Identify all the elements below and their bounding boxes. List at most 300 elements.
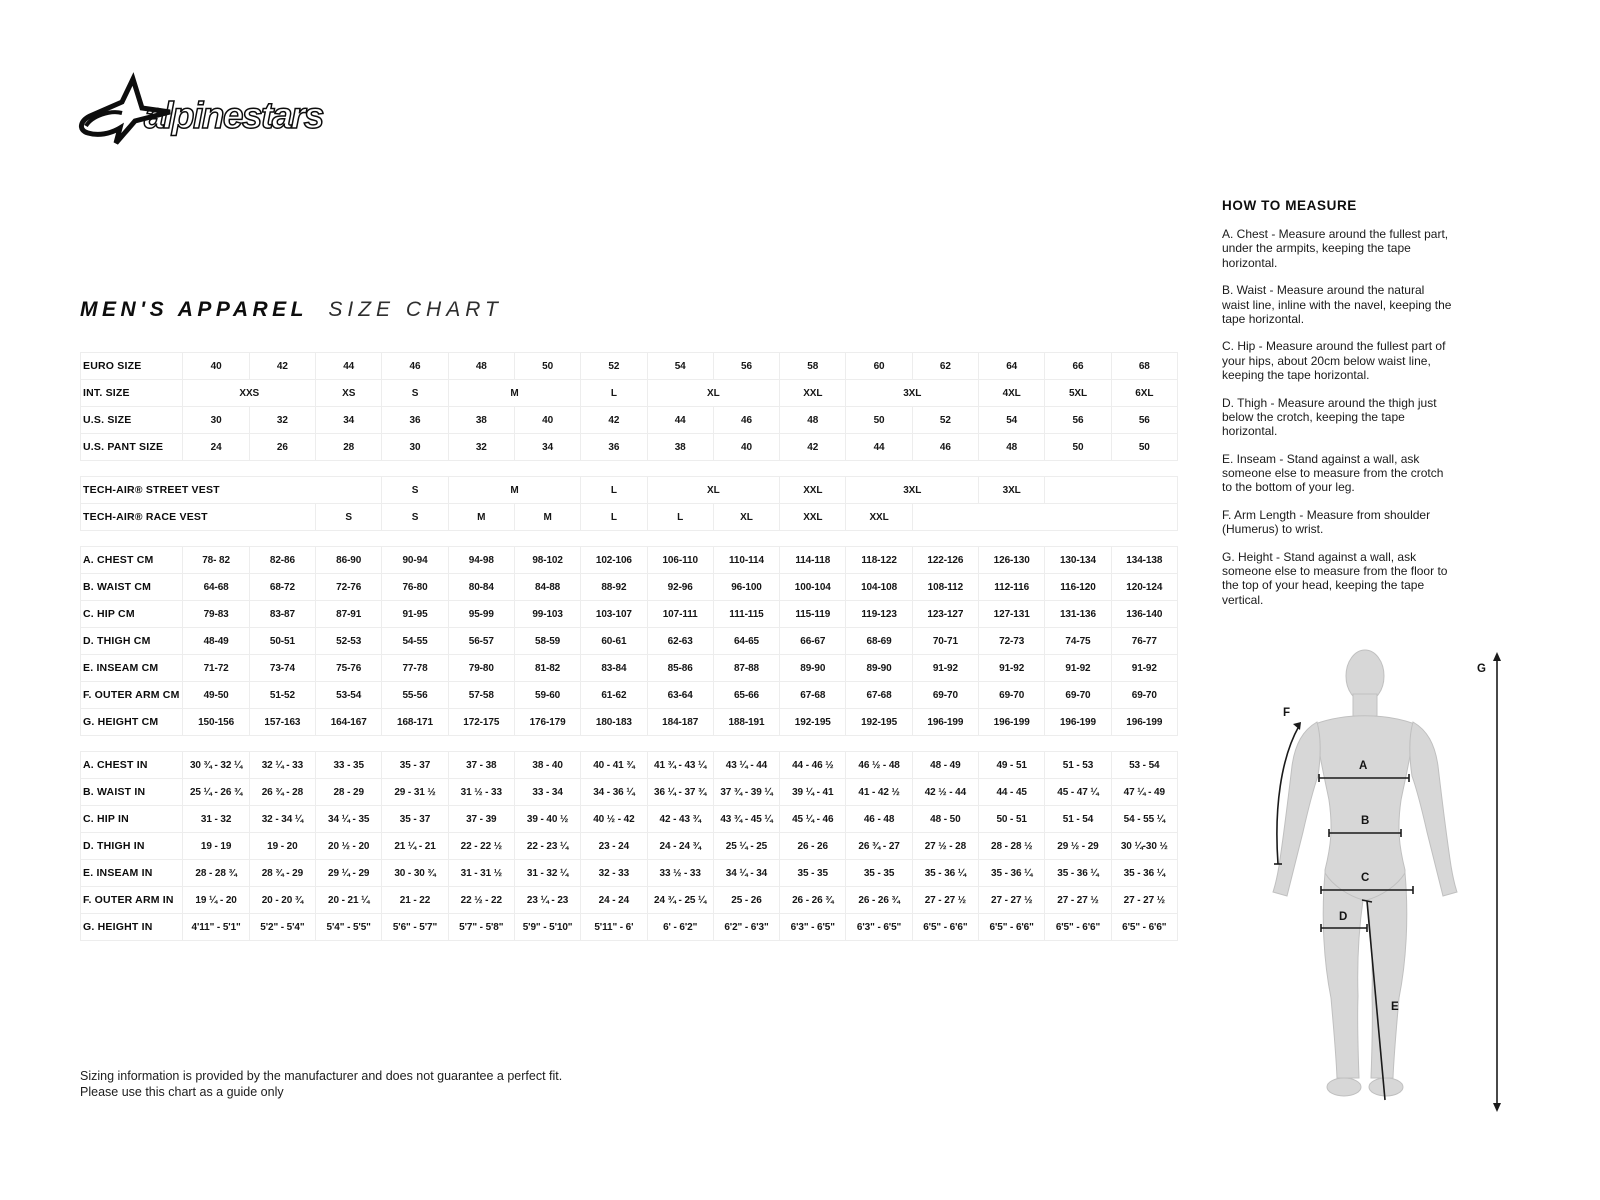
table-cell: 114-118	[780, 547, 846, 574]
table-cell: 35 - 37	[382, 752, 448, 779]
table-cell: 35 - 36 ¼	[1045, 860, 1111, 887]
table-cell: 59-60	[514, 682, 580, 709]
measure-instruction: D. Thigh - Measure around the thigh just below the crotch, keeping the tape horizontal.	[1222, 395, 1437, 439]
measure-instruction: B. Waist - Measure around the natural waist line, inline with the navel, keeping the tape horizontal.	[1222, 283, 1452, 326]
table-cell: 34 ¼ - 35	[316, 806, 382, 833]
table-cell: 6'5" - 6'6"	[1045, 914, 1111, 941]
table-cell: 91-92	[1045, 655, 1111, 682]
disclaimer-line-1: Sizing information is provided by the manufacturer and does not guarantee a perfect fit.	[80, 1069, 563, 1083]
table-cell: 27 - 27 ½	[912, 887, 978, 914]
table-cell: 51-52	[249, 682, 315, 709]
how-to-measure-list	[1222, 227, 1454, 607]
table-cell: 196-199	[1045, 709, 1111, 736]
table-section-gap	[81, 461, 1178, 477]
table-cell: 30 ¼-30 ½	[1111, 833, 1177, 860]
table-cell: 31 ½ - 33	[448, 779, 514, 806]
table-cell: 91-92	[1111, 655, 1177, 682]
table-cell: 77-78	[382, 655, 448, 682]
table-cell: 64	[979, 353, 1045, 380]
table-cell: 22 ½ - 22	[448, 887, 514, 914]
table-cell: 78- 82	[183, 547, 249, 574]
table-cell: 44	[647, 407, 713, 434]
table-cell: 24 ¾ - 25 ¼	[647, 887, 713, 914]
table-cell: 42 - 43 ¾	[647, 806, 713, 833]
table-cell: 47 ¼ - 49	[1111, 779, 1177, 806]
logo-wordmark: alpinestars	[144, 95, 323, 136]
table-cell: 5'6" - 5'7"	[382, 914, 448, 941]
table-cell: 36	[581, 434, 647, 461]
table-cell: 94-98	[448, 547, 514, 574]
table-cell: 35 - 35	[780, 860, 846, 887]
table-cell: 184-187	[647, 709, 713, 736]
table-cell: 31 - 31 ½	[448, 860, 514, 887]
table-cell: 196-199	[1111, 709, 1177, 736]
table-cell: 81-82	[514, 655, 580, 682]
table-cell: 24 - 24 ¾	[647, 833, 713, 860]
row-label: TECH-AIR® STREET VEST	[81, 477, 382, 504]
table-cell: 62	[912, 353, 978, 380]
row-label: G. HEIGHT CM	[81, 709, 183, 736]
table-cell: 6' - 6'2"	[647, 914, 713, 941]
table-cell: 40 ½ - 42	[581, 806, 647, 833]
table-cell: 6'5" - 6'6"	[912, 914, 978, 941]
table-cell: 50	[1045, 434, 1111, 461]
row-label: U.S. PANT SIZE	[81, 434, 183, 461]
table-cell: 86-90	[316, 547, 382, 574]
table-cell: 37 ¾ - 39 ¼	[713, 779, 779, 806]
table-cell: 26	[249, 434, 315, 461]
table-cell: 3XL	[846, 477, 979, 504]
table-cell: S	[316, 504, 382, 531]
table-cell: 48	[448, 353, 514, 380]
table-cell: 68-69	[846, 628, 912, 655]
table-cell: 80-84	[448, 574, 514, 601]
table-cell: 42	[581, 407, 647, 434]
table-cell: 63-64	[647, 682, 713, 709]
table-cell: XL	[647, 380, 780, 407]
table-cell: 35 - 35	[846, 860, 912, 887]
table-cell: 27 - 27 ½	[1045, 887, 1111, 914]
table-cell: 83-84	[581, 655, 647, 682]
table-cell: 28 ¾ - 29	[249, 860, 315, 887]
table-row	[81, 504, 1178, 531]
table-row	[81, 574, 1178, 601]
table-cell: 21 - 22	[382, 887, 448, 914]
how-to-measure-panel	[1222, 198, 1454, 620]
table-cell: 19 - 20	[249, 833, 315, 860]
table-cell: 35 - 37	[382, 806, 448, 833]
table-cell: 39 - 40 ½	[514, 806, 580, 833]
table-cell: 28 - 28 ¾	[183, 860, 249, 887]
table-cell: M	[514, 504, 580, 531]
table-cell: 5'11" - 6'	[581, 914, 647, 941]
table-cell: 54 - 55 ¼	[1111, 806, 1177, 833]
table-cell: 84-88	[514, 574, 580, 601]
table-cell: 52	[581, 353, 647, 380]
measure-instruction: F. Arm Length - Measure from shoulder (Humerus) to wrist.	[1222, 507, 1431, 537]
table-cell: M	[448, 380, 581, 407]
table-cell: S	[382, 380, 448, 407]
table-cell: L	[581, 504, 647, 531]
table-cell: 40	[183, 353, 249, 380]
table-cell: 176-179	[514, 709, 580, 736]
table-cell: 46	[912, 434, 978, 461]
table-cell: 32 - 33	[581, 860, 647, 887]
table-cell: 45 - 47 ¼	[1045, 779, 1111, 806]
table-cell: 192-195	[846, 709, 912, 736]
table-cell: 42	[780, 434, 846, 461]
table-cell: 116-120	[1045, 574, 1111, 601]
table-cell: XXS	[183, 380, 316, 407]
table-cell: 74-75	[1045, 628, 1111, 655]
table-cell: 30 - 30 ¾	[382, 860, 448, 887]
table-cell: 196-199	[912, 709, 978, 736]
table-cell: 91-95	[382, 601, 448, 628]
label-c: C	[1361, 872, 1370, 884]
table-cell: 87-88	[713, 655, 779, 682]
row-label: C. HIP IN	[81, 806, 183, 833]
label-b: B	[1361, 815, 1370, 827]
table-cell: 3XL	[846, 380, 979, 407]
table-cell: 23 ¼ - 23	[514, 887, 580, 914]
size-table	[80, 352, 1178, 941]
table-cell: 48 - 50	[912, 806, 978, 833]
table-row	[81, 833, 1178, 860]
table-cell: 50	[846, 407, 912, 434]
table-cell: 5XL	[1045, 380, 1111, 407]
table-cell: 27 - 27 ½	[979, 887, 1045, 914]
table-cell: 6'5" - 6'6"	[1111, 914, 1177, 941]
table-cell: 46 - 48	[846, 806, 912, 833]
table-cell: 72-73	[979, 628, 1045, 655]
table-cell: 38 - 40	[514, 752, 580, 779]
table-cell: L	[647, 504, 713, 531]
table-cell: 32 ¼ - 33	[249, 752, 315, 779]
table-cell: M	[448, 504, 514, 531]
table-cell: 75-76	[316, 655, 382, 682]
table-cell: 50-51	[249, 628, 315, 655]
table-cell: 28 - 29	[316, 779, 382, 806]
table-cell: 28	[316, 434, 382, 461]
measure-instruction: G. Height - Stand against a wall, ask someone else to measure from the floor to the top of your head, keeping the tape vertical.	[1222, 549, 1448, 607]
row-label: E. INSEAM IN	[81, 860, 183, 887]
table-cell: 58-59	[514, 628, 580, 655]
table-row	[81, 779, 1178, 806]
table-cell: 91-92	[912, 655, 978, 682]
table-cell: 40	[514, 407, 580, 434]
table-cell: 58	[780, 353, 846, 380]
table-cell: 50	[1111, 434, 1177, 461]
table-cell: 72-76	[316, 574, 382, 601]
table-cell: XS	[316, 380, 382, 407]
table-cell: 62-63	[647, 628, 713, 655]
table-cell: 33 - 34	[514, 779, 580, 806]
table-row	[81, 806, 1178, 833]
table-section-gap	[81, 531, 1178, 547]
table-cell: 36 ¼ - 37 ¾	[647, 779, 713, 806]
table-cell: 35 - 36 ¼	[979, 860, 1045, 887]
table-cell: 150-156	[183, 709, 249, 736]
table-cell: 5'7" - 5'8"	[448, 914, 514, 941]
table-cell: 5'9" - 5'10"	[514, 914, 580, 941]
table-row	[81, 914, 1178, 941]
table-cell: 68-72	[249, 574, 315, 601]
table-cell: 32	[249, 407, 315, 434]
alpinestars-logo	[76, 64, 356, 156]
table-section-gap	[81, 736, 1178, 752]
table-cell: 85-86	[647, 655, 713, 682]
table-cell: 43 ¾ - 45 ¼	[713, 806, 779, 833]
label-a: A	[1359, 760, 1368, 772]
row-label: EURO SIZE	[81, 353, 183, 380]
table-cell: 56	[1045, 407, 1111, 434]
table-cell: 31 - 32 ¼	[514, 860, 580, 887]
table-cell: 76-80	[382, 574, 448, 601]
table-cell: S	[382, 477, 448, 504]
table-cell: S	[382, 504, 448, 531]
row-label: A. CHEST CM	[81, 547, 183, 574]
table-cell: 20 - 20 ¾	[249, 887, 315, 914]
row-label: U.S. SIZE	[81, 407, 183, 434]
table-cell	[912, 504, 1177, 531]
table-cell: 33 - 35	[316, 752, 382, 779]
table-row	[81, 477, 1178, 504]
table-cell: 20 ½ - 20	[316, 833, 382, 860]
table-cell: 26 - 26	[780, 833, 846, 860]
table-cell: 122-126	[912, 547, 978, 574]
size-table-wrap	[80, 352, 1178, 941]
row-label: D. THIGH IN	[81, 833, 183, 860]
table-cell: 136-140	[1111, 601, 1177, 628]
table-cell: 30 ¾ - 32 ¼	[183, 752, 249, 779]
table-cell: 52-53	[316, 628, 382, 655]
table-cell: 180-183	[581, 709, 647, 736]
table-cell: 34 - 36 ¼	[581, 779, 647, 806]
body-diagram	[1245, 628, 1575, 1118]
table-cell: 131-136	[1045, 601, 1111, 628]
table-cell: 34	[514, 434, 580, 461]
table-cell: 38	[647, 434, 713, 461]
row-label: F. OUTER ARM CM	[81, 682, 183, 709]
table-cell: 54	[647, 353, 713, 380]
table-cell: 32	[448, 434, 514, 461]
table-row	[81, 752, 1178, 779]
label-e: E	[1391, 1001, 1399, 1013]
table-cell: 102-106	[581, 547, 647, 574]
row-label: B. WAIST IN	[81, 779, 183, 806]
table-cell: 106-110	[647, 547, 713, 574]
table-row	[81, 860, 1178, 887]
table-cell: 52	[912, 407, 978, 434]
row-label: F. OUTER ARM IN	[81, 887, 183, 914]
table-cell: 46	[713, 407, 779, 434]
table-cell: 69-70	[1111, 682, 1177, 709]
table-cell: 40	[713, 434, 779, 461]
table-cell: 64-65	[713, 628, 779, 655]
table-row	[81, 655, 1178, 682]
table-cell: 65-66	[713, 682, 779, 709]
row-label: C. HIP CM	[81, 601, 183, 628]
table-row	[81, 547, 1178, 574]
table-cell: XXL	[780, 380, 846, 407]
table-cell: 99-103	[514, 601, 580, 628]
table-cell: 32 - 34 ¼	[249, 806, 315, 833]
table-cell: 40 - 41 ¾	[581, 752, 647, 779]
table-cell: 26 ¾ - 28	[249, 779, 315, 806]
table-cell: 82-86	[249, 547, 315, 574]
table-cell: XL	[713, 504, 779, 531]
table-cell: XXL	[846, 504, 912, 531]
table-cell: 110-114	[713, 547, 779, 574]
table-cell: 53-54	[316, 682, 382, 709]
table-cell: 56	[713, 353, 779, 380]
table-cell: 4'11" - 5'1"	[183, 914, 249, 941]
table-cell: 172-175	[448, 709, 514, 736]
table-cell: 25 - 26	[713, 887, 779, 914]
table-cell: 35 - 36 ¼	[912, 860, 978, 887]
table-cell: 44	[846, 434, 912, 461]
table-cell: 19 ¼ - 20	[183, 887, 249, 914]
table-cell: 26 ¾ - 27	[846, 833, 912, 860]
table-cell: XL	[647, 477, 780, 504]
table-cell: 23 - 24	[581, 833, 647, 860]
table-cell: 64-68	[183, 574, 249, 601]
table-cell: 76-77	[1111, 628, 1177, 655]
table-cell: 29 ½ - 29	[1045, 833, 1111, 860]
table-cell: 39 ¼ - 41	[780, 779, 846, 806]
table-cell: 6XL	[1111, 380, 1177, 407]
table-row	[81, 434, 1178, 461]
table-cell: 61-62	[581, 682, 647, 709]
table-cell: 3XL	[979, 477, 1045, 504]
table-cell: 50 - 51	[979, 806, 1045, 833]
table-cell: 49 - 51	[979, 752, 1045, 779]
table-cell: 96-100	[713, 574, 779, 601]
table-cell: 50	[514, 353, 580, 380]
row-label: B. WAIST CM	[81, 574, 183, 601]
table-cell: 55-56	[382, 682, 448, 709]
table-cell: 6'5" - 6'6"	[979, 914, 1045, 941]
table-cell: 60	[846, 353, 912, 380]
table-cell: 92-96	[647, 574, 713, 601]
how-to-measure-heading: HOW TO MEASURE	[1222, 198, 1357, 213]
table-cell: 35 - 36 ¼	[1111, 860, 1177, 887]
table-cell: 66-67	[780, 628, 846, 655]
table-cell: 37 - 39	[448, 806, 514, 833]
table-cell: 26 - 26 ¾	[780, 887, 846, 914]
table-cell: 38	[448, 407, 514, 434]
label-g: G	[1477, 663, 1486, 675]
table-cell: 91-92	[979, 655, 1045, 682]
footer-disclaimer	[80, 1068, 562, 1101]
table-cell: 6'2" - 6'3"	[713, 914, 779, 941]
table-cell: 24	[183, 434, 249, 461]
table-cell: 51 - 53	[1045, 752, 1111, 779]
table-cell: 42	[249, 353, 315, 380]
table-cell: 119-123	[846, 601, 912, 628]
measurement-figure	[1245, 628, 1575, 1118]
table-cell: L	[581, 380, 647, 407]
table-cell: 70-71	[912, 628, 978, 655]
table-cell: 127-131	[979, 601, 1045, 628]
table-cell: 46 ½ - 48	[846, 752, 912, 779]
table-cell: 34 ¼ - 34	[713, 860, 779, 887]
table-cell: 44 - 45	[979, 779, 1045, 806]
table-cell: 164-167	[316, 709, 382, 736]
table-cell: 29 - 31 ½	[382, 779, 448, 806]
page-title-primary: MEN'S APPAREL	[80, 298, 309, 321]
table-cell: 103-107	[581, 601, 647, 628]
table-cell: 44 - 46 ½	[780, 752, 846, 779]
table-cell	[1045, 477, 1178, 504]
table-cell: 111-115	[713, 601, 779, 628]
table-cell: 108-112	[912, 574, 978, 601]
table-cell: 22 - 22 ½	[448, 833, 514, 860]
table-row	[81, 380, 1178, 407]
table-cell: 100-104	[780, 574, 846, 601]
table-cell: 118-122	[846, 547, 912, 574]
table-cell: 134-138	[1111, 547, 1177, 574]
table-cell: 28 - 28 ½	[979, 833, 1045, 860]
table-cell: 157-163	[249, 709, 315, 736]
table-cell: 29 ¼ - 29	[316, 860, 382, 887]
table-row	[81, 353, 1178, 380]
table-cell: 24 - 24	[581, 887, 647, 914]
table-cell: 30	[382, 434, 448, 461]
table-cell: 48	[780, 407, 846, 434]
table-cell: 49-50	[183, 682, 249, 709]
table-cell: 90-94	[382, 547, 448, 574]
table-cell: 168-171	[382, 709, 448, 736]
size-table-body	[81, 353, 1178, 941]
label-f: F	[1283, 707, 1291, 719]
table-cell: 20 - 21 ¼	[316, 887, 382, 914]
table-cell: 25 ¼ - 25	[713, 833, 779, 860]
table-cell: 5'2" - 5'4"	[249, 914, 315, 941]
disclaimer-line-2: Please use this chart as a guide only	[80, 1085, 284, 1100]
table-cell: 41 ¾ - 43 ¼	[647, 752, 713, 779]
table-cell: 115-119	[780, 601, 846, 628]
row-label: A. CHEST IN	[81, 752, 183, 779]
table-cell: 79-83	[183, 601, 249, 628]
table-cell: 34	[316, 407, 382, 434]
table-cell: 66	[1045, 353, 1111, 380]
table-cell: 4XL	[979, 380, 1045, 407]
table-row	[81, 682, 1178, 709]
table-cell: 44	[316, 353, 382, 380]
table-cell: 120-124	[1111, 574, 1177, 601]
table-cell: 57-58	[448, 682, 514, 709]
label-d: D	[1339, 911, 1348, 923]
table-cell: 83-87	[249, 601, 315, 628]
table-cell: 89-90	[846, 655, 912, 682]
table-cell: 27 ½ - 28	[912, 833, 978, 860]
measure-instruction: E. Inseam - Stand against a wall, ask someone else to measure from the crotch to the bottom of your leg.	[1222, 451, 1444, 495]
table-cell: 95-99	[448, 601, 514, 628]
row-label: D. THIGH CM	[81, 628, 183, 655]
table-cell: 88-92	[581, 574, 647, 601]
table-row	[81, 887, 1178, 914]
table-cell: 67-68	[780, 682, 846, 709]
table-cell: 46	[382, 353, 448, 380]
table-cell: 107-111	[647, 601, 713, 628]
table-cell: 42 ½ - 44	[912, 779, 978, 806]
table-cell: 48	[979, 434, 1045, 461]
table-cell: 36	[382, 407, 448, 434]
table-cell: 21 ¼ - 21	[382, 833, 448, 860]
table-cell: 22 - 23 ¼	[514, 833, 580, 860]
table-cell: 130-134	[1045, 547, 1111, 574]
